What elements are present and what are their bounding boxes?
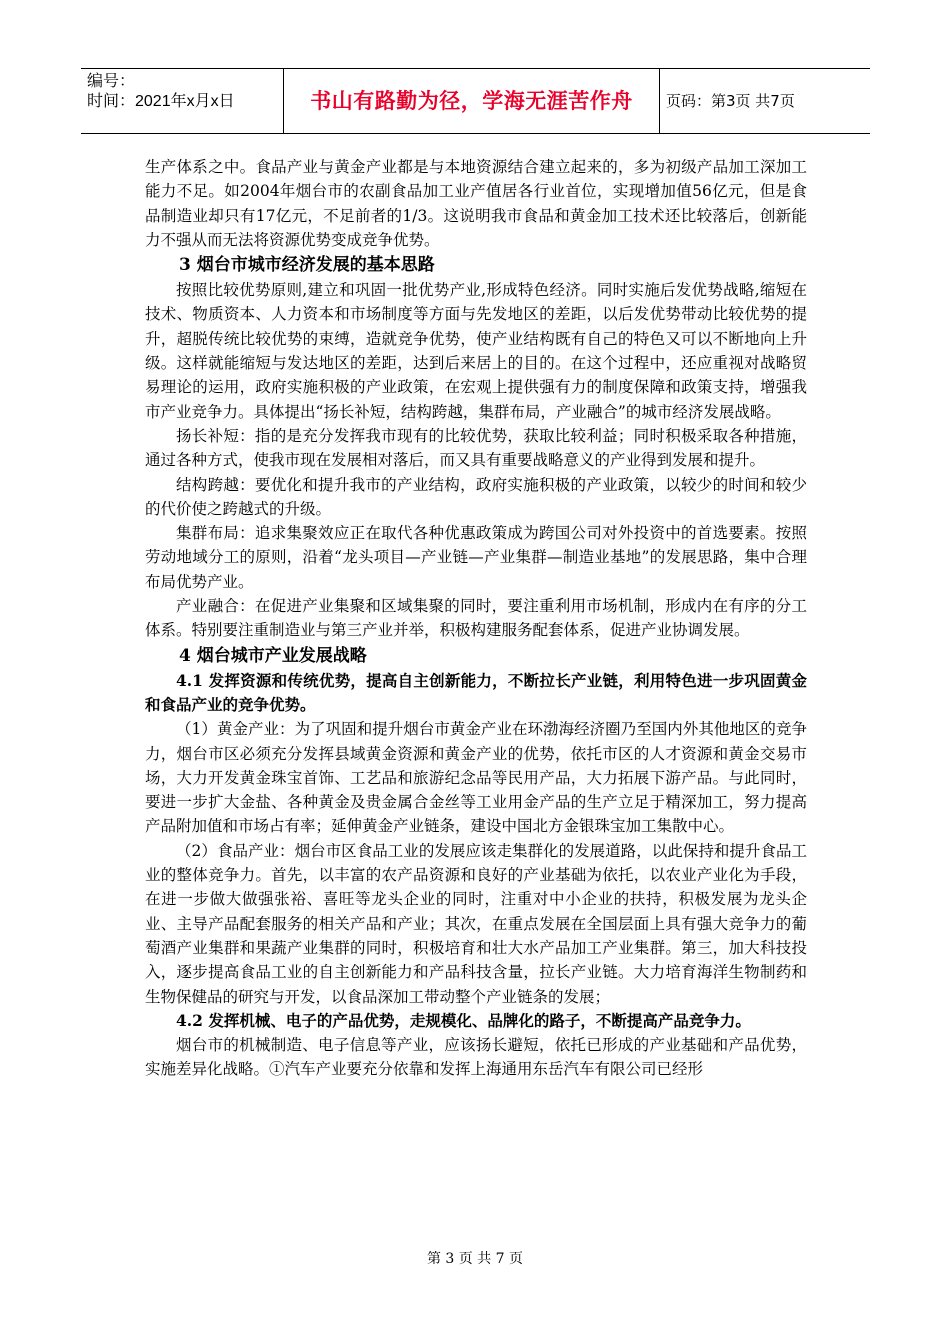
paragraph-continued: 生产体系之中。食品产业与黄金产业都是与本地资源结合建立起来的，多为初级产品加工深加工能力不足。如2004年烟台市的农副食品加工业产值居各行业首位，实现增加值56亿元，但是食品制造业却只有17亿元，不足前者的1/3。这说明我市食品和黄金加工技术还比较落后，创新能力不强从而无法将资源优势变成竞争优势。 [145,158,807,249]
subsection-heading-4-1: 4.1 发挥资源和传统优势，提高自主创新能力，不断拉长产业链，利用特色进一步巩固黄金和食品产业的竞争优势。 [145,670,807,714]
paragraph-food-industry: （2）食品产业：烟台市区食品工业的发展应该走集群化的发展道路，以此保持和提升食品工业的整体竞争力。首先，以丰富的农产品资源和良好的产业基础为依托，以农业产业化为手段，在进一步做大做强张裕、喜旺等龙头企业的同时，注重对中小企业的扶持，积极发展为龙头企业、主导产品配套服务的相关产品和产业；其次，在重点发展在全国层面上具有强大竞争力的葡萄酒产业集群和果蔬产业集群的同时，积极培育和壮大水产品加工产业集群。第三，加大科技投入，逐步提高食品工业的自主创新能力和产品科技含量，拉长产业链。大力培育海洋生物制药和生物保健品的研究与开发，以食品深加工带动整个产业链条的发展； [145,841,807,1006]
paragraph-basic-ideas: 按照比较优势原则,建立和巩固一批优势产业,形成特色经济。同时实施后发优势战略,缩短在技术、物质资本、人力资本和市场制度等方面与先发地区的差距，以后发优势带动比较优势的提升，超脱传统比较优势的束缚，造就竞争优势，使产业结构既有自己的特色又可以不断地向上升级。这样就能缩短与发达地区的差距，达到后来居上的目的。在这个过程中，还应重视对战略贸易理论的运用，政府实施积极的产业政策，在宏观上提供强有力的制度保障和政策支持，增强我市产业竞争力。具体提出“扬长补短，结构跨越，集群布局，产业融合”的城市经济发展战略。 [145,281,807,421]
paragraph-jiegou-kuayue: 结构跨越：要优化和提升我市的产业结构，政府实施积极的产业政策，以较少的时间和较少的代价使之跨越式的升级。 [145,475,807,518]
document-body [145,155,807,1082]
header-motto: 书山有路勤为径，学海无涯苦作舟 [310,89,633,113]
page-footer: 第 3 页 共 7 页 [426,1251,524,1267]
document-number-label: 编号： [87,73,136,90]
document-date: 时间：2021年x月x日 [87,93,235,110]
header-motto-cell [284,69,660,133]
section-heading-3: 3 烟台市城市经济发展的基本思路 [179,255,435,276]
paragraph-machinery-electronics: 烟台市的机械制造、电子信息等产业，应该扬长避短，依托已形成的产业基础和产品优势，实施差异化战略。①汽车产业要充分依靠和发挥上海通用东岳汽车有限公司已经形 [145,1036,807,1079]
section-heading-4: 4 烟台城市产业发展战略 [179,645,367,666]
paragraph-gold-industry: （1）黄金产业：为了巩固和提升烟台市黄金产业在环渤海经济圈乃至国内外其他地区的竞争力，烟台市区必须充分发挥县域黄金资源和黄金产业的优势，依托市区的人才资源和黄金交易市场，大力开发黄金珠宝首饰、工艺品和旅游纪念品等民用产品，大力拓展下游产品。与此同时，要进一步扩大金盐、各种黄金及贵金属合金丝等工业用金产品的生产立足于精深加工，努力提高产品附加值和市场占有率；延伸黄金产业链条，建设中国北方金银珠宝加工集散中心。 [145,720,807,836]
paragraph-chanye-ronghe: 产业融合：在促进产业集聚和区域集聚的同时，要注重利用市场机制，形成内在有序的分工体系。特别要注重制造业与第三产业并举，积极构建服务配套体系，促进产业协调发展。 [145,597,807,640]
subsection-heading-4-2: 4.2 发挥机械、电子的产品优势，走规模化、品牌化的路子，不断提高产品竞争力。 [176,1010,751,1030]
paragraph-jiqun-buju: 集群布局：追求集聚效应正在取代各种优惠政策成为跨国公司对外投资中的首选要素。按照劳动地域分工的原则，沿着“龙头项目—产业链—产业集群—制造业基地”的发展思路，集中合理布局优势产业。 [145,524,807,591]
header-meta-cell [81,69,284,133]
header-page-code: 页码：第3页 共7页 [666,92,795,110]
header-table [81,68,870,134]
paragraph-yangchang-buduan: 扬长补短：指的是充分发挥我市现有的比较优势，获取比较利益；同时积极采取各种措施，通过各种方式，使我市现在发展相对落后，而又具有重要战略意义的产业得到发展和提升。 [145,426,807,470]
header-page-cell [660,69,870,133]
